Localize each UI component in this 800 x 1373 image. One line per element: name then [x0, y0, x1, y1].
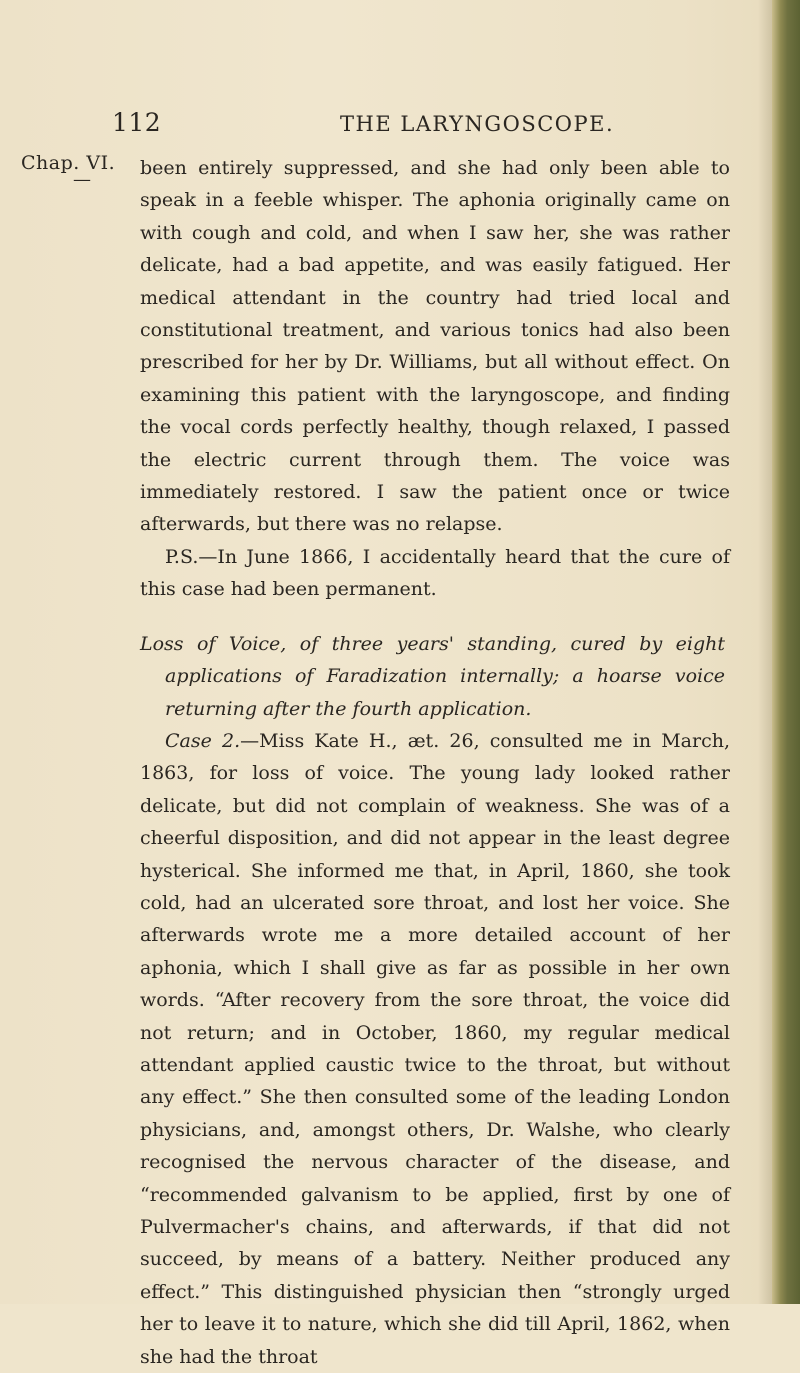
book-edge — [772, 0, 800, 1304]
page-body — [140, 152, 730, 1373]
postscript-paragraph: P.S.—In June 1866, I accidentally heard that the cure of this case had been permanent. — [140, 545, 730, 601]
chapter-dash: — — [73, 169, 91, 190]
case-label: Case 2. — [165, 729, 241, 752]
running-head: THE LARYNGOSCOPE. — [340, 112, 615, 136]
case-paragraph — [140, 725, 730, 1373]
case-heading: Loss of Voice, of three years' standing, cured by eight applications of Faradization internally; a hoarse voice returning after the fourth application. — [140, 632, 725, 720]
page-header — [0, 90, 800, 138]
page-gutter-shadow — [758, 0, 772, 1304]
paragraph-continuation: been entirely suppressed, and she had only been able to speak in a feeble whisper. The aphonia originally came on with cough and cold, and when I saw her, she was rather delicate, had a bad appetite, and was easily fatigued. Her medical attendant in the country had tried local and constitutional treatment, and various tonics had also been prescribed for her by Dr. Williams, but all without effect. On examining this patient with the laryngoscope, and finding the vocal cords perfectly healthy, though relaxed, I passed the electric current through them. The voice was immediately restored. I saw the patient once or twice afterwards, but there was no relapse. — [140, 157, 730, 536]
page-number: 112 — [112, 108, 162, 137]
chapter-label: Chap. VI. — [21, 152, 116, 174]
case-text: —Miss Kate H., æt. 26, consulted me in March, 1863, for loss of voice. The young lady looked rather delicate, but did not complain of weakness. She was of a cheerful disposition, and did not appear in the least degree hysterical. She informed me that, in April, 1860, she took cold, had an ulcerated sore throat, and lost her voice. She afterwards wrote me a more detailed account of her aphonia, which I shall give as far as possible in her own words. “After recovery from the sore throat, the voice did not return; and in October, 1860, my regular medical attendant applied caustic twice to the throat, but without any effect.” She then consulted some of the leading London physicians, and, amongst others, Dr. Walshe, who clearly recognised the nervous character of the disease, and “recommended galvanism to be applied, first by one of Pulvermacher's chains, and afterwards, if that did not succeed, by means of a battery. Neither produced any effect.” This distinguished physician then “strongly urged her to leave it to nature, which she did till April, 1862, when she had the throat — [140, 729, 731, 1368]
